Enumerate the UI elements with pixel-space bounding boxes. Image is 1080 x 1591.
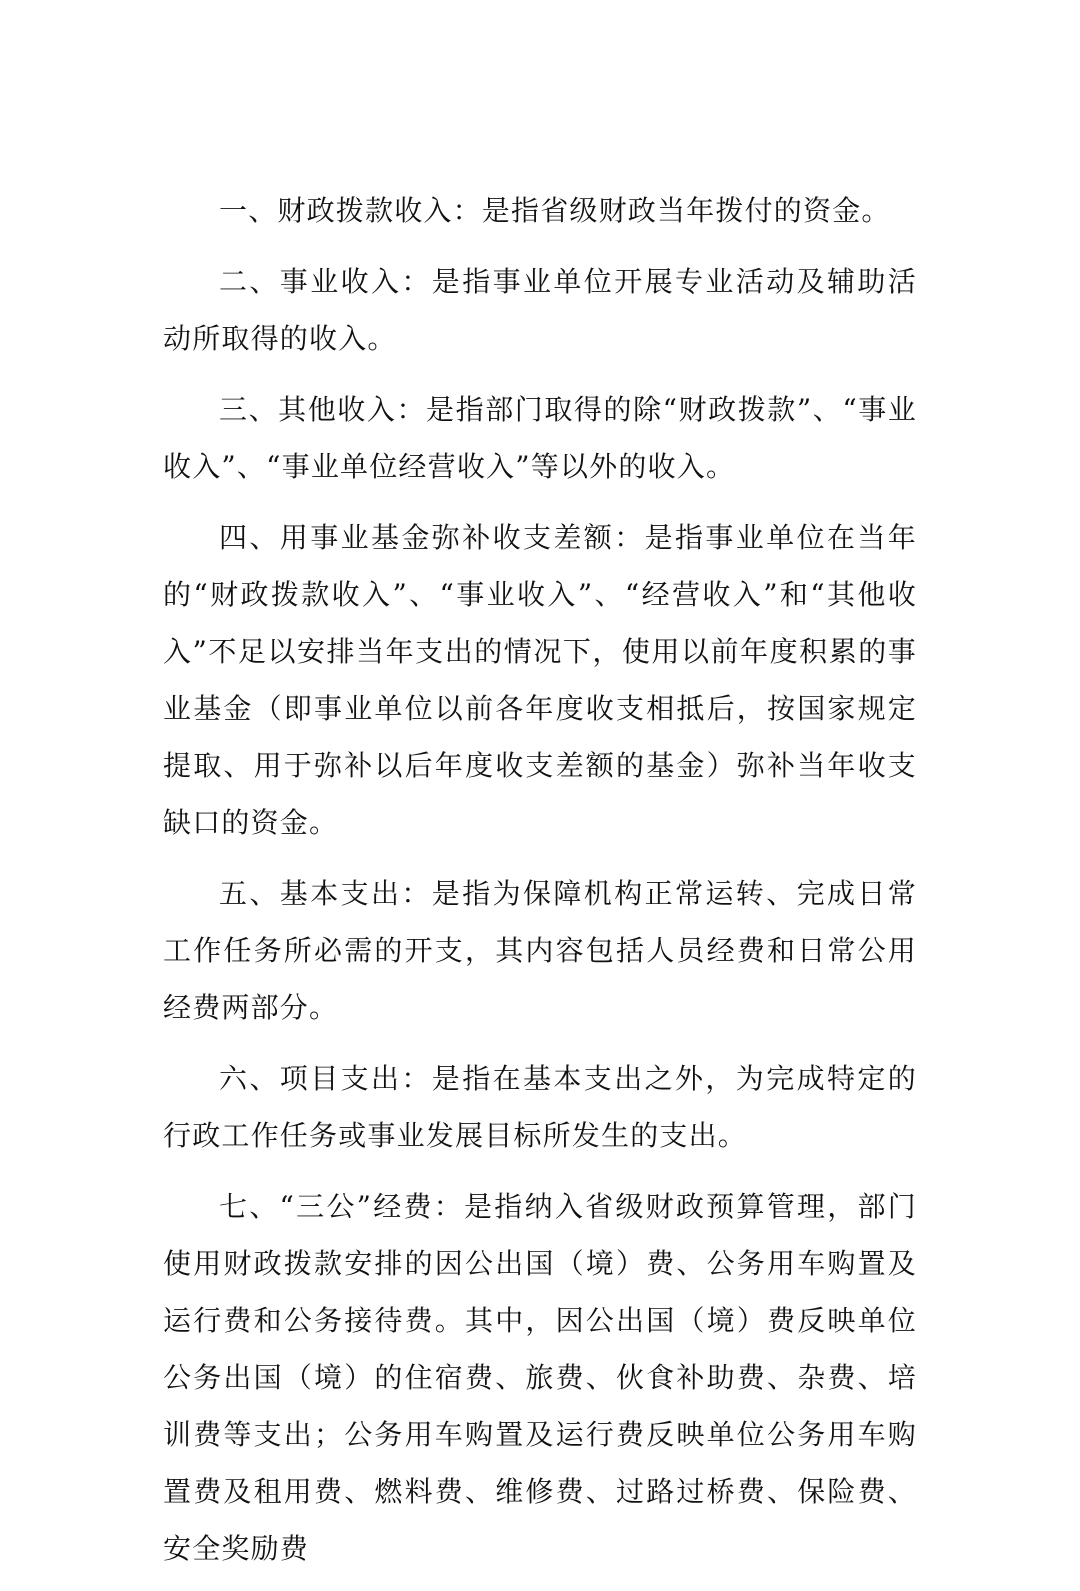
paragraph-basic-expenditure: 五、基本支出：是指为保障机构正常运转、完成日常工作任务所必需的开支，其内容包括人员经费和日常公用经费两部分。 bbox=[163, 877, 917, 1024]
paragraph-three-public-expenses: 七、“三公”经费：是指纳入省级财政预算管理，部门使用财政拨款安排的因公出国（境）费、公务用车购置及运行费和公务接待费。其中，因公出国（境）费反映单位公务出国（境）的住宿费、旅费、伙食补助费、杂费、培训费等支出；公务用车购置及运行费反映单位公务用车购置费及租用费、燃料费、维修费、过路过桥费、保险费、安全奖励费 bbox=[163, 1190, 917, 1565]
paragraph-other-income: 三、其他收入：是指部门取得的除“财政拨款”、“事业收入”、“事业单位经营收入”等以外的收入。 bbox=[163, 393, 917, 483]
document-body bbox=[163, 182, 917, 1591]
paragraph-business-income: 二、事业收入：是指事业单位开展专业活动及辅助活动所取得的收入。 bbox=[163, 265, 917, 355]
paragraph-fiscal-appropriation-income: 一、财政拨款收入：是指省级财政当年拨付的资金。 bbox=[219, 194, 891, 227]
paragraph-business-fund-offset: 四、用事业基金弥补收支差额：是指事业单位在当年的“财政拨款收入”、“事业收入”、“经营收入”和“其他收入”不足以安排当年支出的情况下，使用以前年度积累的事业基金（即事业单位以前各年度收支相抵后，按国家规定提取、用于弥补以后年度收支差额的基金）弥补当年收支缺口的资金。 bbox=[163, 521, 917, 839]
paragraph-project-expenditure: 六、项目支出：是指在基本支出之外，为完成特定的行政工作任务或事业发展目标所发生的支出。 bbox=[163, 1062, 917, 1152]
